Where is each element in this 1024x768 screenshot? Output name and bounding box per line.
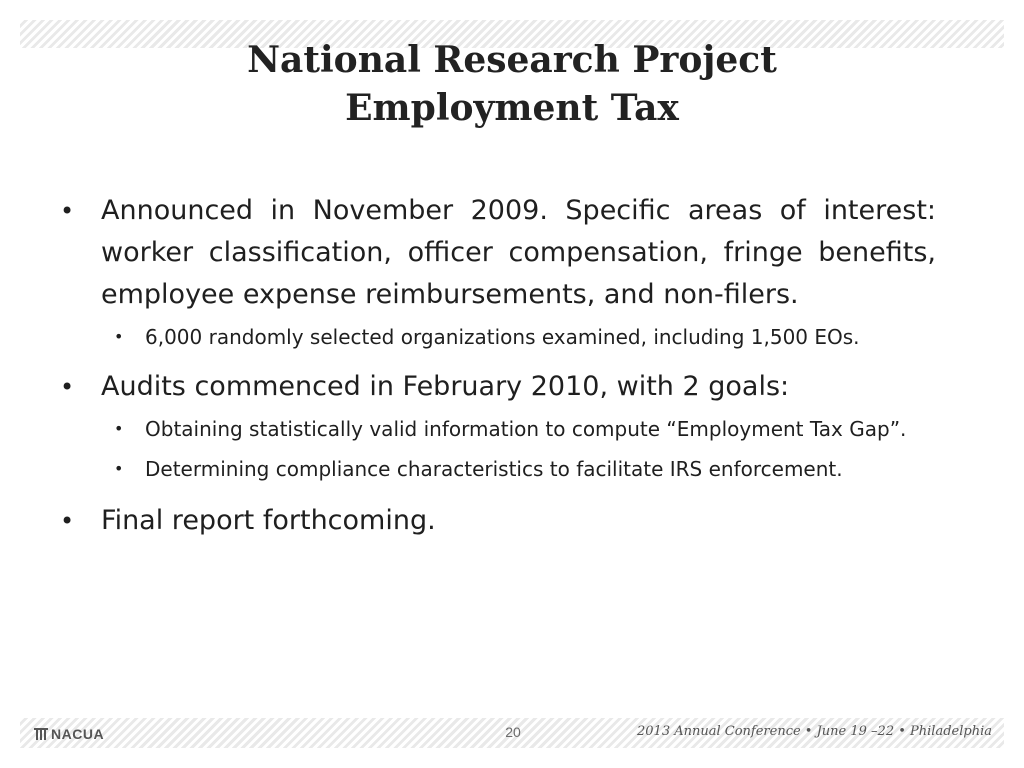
conference-footer: 2013 Annual Conference • June 19 –22 • Philadelphia <box>637 724 992 739</box>
bullet-dot-icon: • <box>114 419 124 438</box>
sub-bullet-text: Determining compliance characteristics to facilitate IRS enforcement. <box>145 457 843 481</box>
nacua-logo <box>34 725 104 743</box>
bullet-dot-icon: • <box>60 507 75 535</box>
bullet-text: Audits commenced in February 2010, with 2 goals: <box>101 371 790 402</box>
bullet-list <box>60 190 936 548</box>
bullet-text: Announced in November 2009. Specific areas of interest: worker classification, officer compensation, fringe benefits, employee expense reimbursements, and non-filers. <box>101 195 936 310</box>
sub-bullet-item <box>114 414 936 444</box>
bullet-dot-icon: • <box>114 327 124 346</box>
sub-bullet-item <box>114 322 936 352</box>
sub-bullet-text: 6,000 randomly selected organizations examined, including 1,500 EOs. <box>145 325 860 349</box>
bullet-item <box>60 366 936 408</box>
slide-title <box>0 36 1024 132</box>
sub-bullet-item <box>114 454 936 484</box>
title-line-2: Employment Tax <box>345 87 679 129</box>
bullet-item <box>60 190 936 316</box>
bullet-item <box>60 500 936 542</box>
bullet-dot-icon: • <box>114 459 124 478</box>
bullet-dot-icon: • <box>60 197 75 225</box>
logo-text: NACUA <box>51 726 105 742</box>
bullet-text: Final report forthcoming. <box>101 505 436 536</box>
bullet-dot-icon: • <box>60 373 75 401</box>
title-line-1: National Research Project <box>247 39 777 81</box>
page-number: 20 <box>505 724 521 740</box>
nacua-emblem-icon <box>34 727 48 741</box>
sub-bullet-text: Obtaining statistically valid information to compute “Employment Tax Gap”. <box>145 417 907 441</box>
